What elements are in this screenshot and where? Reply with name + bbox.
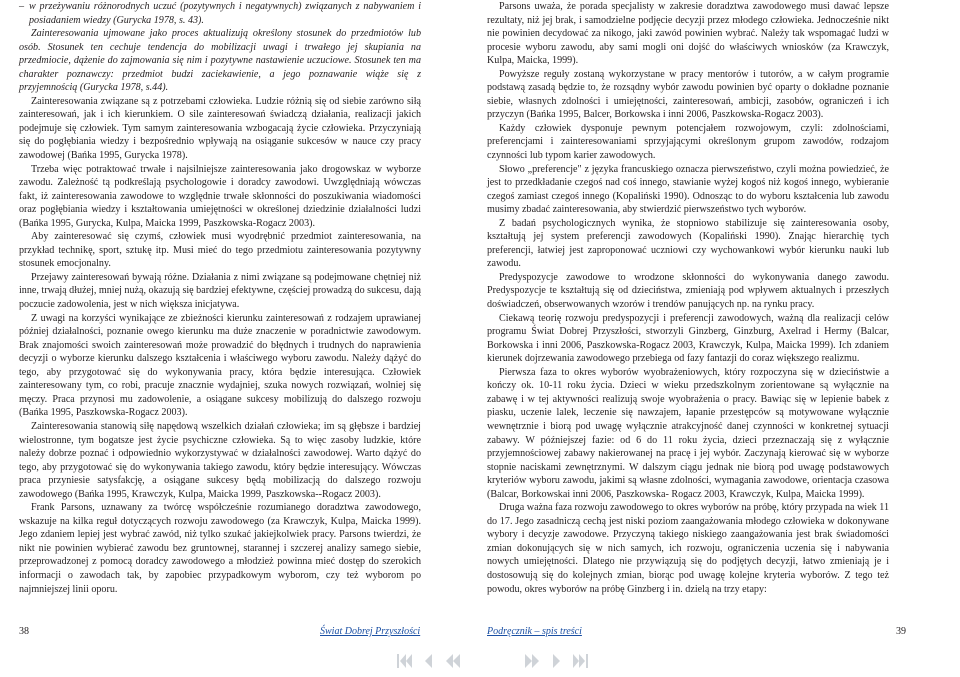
first-page-button[interactable] xyxy=(395,650,415,672)
paragraph: Słowo „preferencje" z języka francuskiego oznacza pierwszeństwo, czyli można powiedzieć, że jest to przedkładanie czegoś nad coś innego, stawianie wyżej kogoś niż kogoś innego, wybieranie czegoś zamiast czegoś innego (Kopaliński 1990). Odnosząc to do wyboru kształcenia lub zawodu musimy zbadać zainteresowania, aby stwierdzić pierwszeństwo tych wyborów. xyxy=(487,163,889,216)
forward-button[interactable] xyxy=(522,650,542,672)
paragraph: Aby zainteresować się czymś, człowiek musi wyodrębnić przedmiot zainteresowania, na przykład technikę, sport, sztukę itp. Musi mieć do tego przedmiotu zainteresowania pozytywny stosunek emocjonalny. xyxy=(19,231,421,270)
paragraph: Zainteresowania stanowią siłę napędową wszelkich działań człowieka; im są głębsze i bardziej wielostronne, tym bogatsze jest życie psychiczne człowieka. Są to więc zasoby ludzkie, które należy dobrze poznać i odpowiednio wykorzystywać w działalności zawodowej. Warto dążyć do tego, aby przygotować się do wykonywania takiego zawodu, który będzie interesujący. Wówczas praca przyniesie satysfakcję, a osiągane sukcesy będą mobilizacją do dalszego rozwoju zawodowego (Bańka 1995, Krawczyk, Kulpa, Maicka 1999, Paszkowska--Rogacz 2003). xyxy=(19,420,421,500)
paragraph: Z uwagi na korzyści wynikające ze zbieżności kierunku zainteresowań z rodzajem uprawianej później działalności, poznanie owego kierunku ma duże znaczenie w poradnictwie zawodowym. Brak znajomości swoich zainteresowań może prowadzić do błędnych i trudnych do naprawienia decyzji o wyborze kierunku dalszego kształcenia i właściwego wyboru zawodu. Należy dążyć do tego, aby przygotować się do wykonywania pracy, która będzie interesująca. Człowiek zainteresowany tym, co robi, pracuje znacznie wydajniej, szuka nowych rozwiązań, wolniej się męczy. Praca przynosi mu zadowolenie, a osiągane sukcesy mobilizują do dalszego rozwoju (Bańka 1995, Paszkowska-Rogacz 2003). xyxy=(19,312,421,419)
previous-page-button[interactable] xyxy=(419,650,439,672)
paragraph: Frank Parsons, uznawany za twórcę współcześnie rozumianego doradztwa zawodowego, wskazuje na kilka reguł dotyczących rozwoju zawodowego (za Krawczyk, Kulpa, Maicka 1999). Jego zdaniem lepiej jest wybrać zawód, niż tylko szukać jakiejkolwiek pracy. Parsons twierdzi, że nikt nie powinien wybierać zawodu bez gruntownej, starannej i szczerej analizy samego siebie, przeprowadzonej z pomocą doradcy zawodowego a młodzież powinna mieć dostęp do szerokich informacji o zawodach tak, by zapobiec przypadkowym wyborom, czy też wyborom po najmniejszej linii oporu. xyxy=(19,502,421,595)
paragraph: Trzeba więc potraktować trwałe i najsilniejsze zainteresowania jako drogowskaz w wyborze zawodu. Zależność tą podkreślają psychologowie i doradcy zawodowi. Uwzględniają wówczas fakt, iż zainteresowania zawodowe to względnie trwałe skłonności do poszukiwania wiadomości oraz pogłębiania wiedzy i kształtowania umiejętności w określonej dziedzinie działalności ludzi (Bańka 1995, Gurycka, Kulpa, Maicka 1999, Paszkowska-Rogacz 2003). xyxy=(19,163,421,229)
paragraph: Zainteresowania związane są z potrzebami człowieka. Ludzie różnią się od siebie zarówno siłą zainteresowań, jak i ich kierunkiem. O sile zainteresowań świadczą działania, realizacji jakich podejmuje się człowiek. Tym samym zainteresowania wzbogacają życie człowieka. Przyczyniają się do pogłębiania wiedzy i bezpośrednio wpływają na osiąganie sukcesów w nauce czy pracy zawodowej (Bańka 1995, Gurycka 1978). xyxy=(19,95,421,162)
last-page-icon xyxy=(571,651,589,671)
nav-controls-right xyxy=(522,650,590,672)
page-number-right: 39 xyxy=(896,626,906,637)
nav-controls-left xyxy=(395,650,463,672)
left-page-text xyxy=(19,0,421,596)
list-dash-marker: – xyxy=(19,1,25,12)
paragraph: Zainteresowania ujmowane jako proces aktualizują określony stosunek do przedmiotów lub osób. Stosunek ten cechuje tendencja do mobilizacji uwagi i trwałego jej skupiania na przedmiocie, dążenie do zajmowania się nim i pozytywne nastawienie uczuciowe. Stosunek ten ma charakter poznawczy: przedmiot budzi zaciekawienie, a jego poznawanie wiąże się z przyjemnością (Gurycka 1978, s.44). xyxy=(19,28,421,94)
paragraph: Ciekawą teorię rozwoju predyspozycji i preferencji zawodowych, ważną dla realizacji celów programu Świat Dobrej Przyszłości, stworzyli Ginzberg, Ginzburg, Axelrad i Hermy (Balcar, Borkowska i inni 2006, Paszkowska-Rogacz 2003, Krawczyk, Kulpa, Maicka 1999). Ich zdaniem kierunek dojrzewania zawodowego przebiega od fazy fantazji do coraz większego realizmu. xyxy=(487,312,889,365)
paragraph: Przejawy zainteresowań bywają różne. Działania z nimi związane są podejmowane chętniej niż inne, trwają dłużej, mniej nużą, okazują się bardziej efektywne, częściej prowadzą do sukcesu, dają poczucie zadowolenia, jest w nich większa inicjatywa. xyxy=(19,271,421,311)
paragraph: Z badań psychologicznych wynika, że stopniowo stabilizuje się zainteresowania osoby, kształtują jej system preferencji zawodowych (Kopaliński 1990). Znając hierarchię tych preferencji, łatwiej jest zaproponować uczniowi czy wychowankowi wybór kierunku nauki lub zawodu. xyxy=(487,217,889,270)
paragraph: Pierwsza faza to okres wyborów wyobrażeniowych, który rozpoczyna się w dzieciństwie a kończy ok. 10-11 roku życia. Dzieci w wieku przedszkolnym zorientowane są wyłącznie na zabawę i w tej aktywności realizują swoje wyobrażenia o pracy. Bawiąc się w lepienie babek z piasku, uczenie lalek, leczenie się nawzajem, łapanie przestępców są motywowane wyłącznie wewnętrznie i biorą pod uwagę wyłącznie atrakcyjność danej czynności w konkretnej sytuacji zabawy. W późniejszej fazie: od 6 do 11 roku życia, dzieci przeznaczają się z wyłącznie przyjemnościowej zabawy nakierowanej na pracę i jej wybór. Zaczynają kierować się w wyborze stopnie naciskami zewnętrznymi. W dalszym ciągu jednak nie biorą pod uwagę podstawowych kryteriów wyboru zawodu, jakimi są własne zdolności, wymagania zawodowe, orientacja czasowa (Balcar, Borkowskai inni 2006, Paszkowska- Rogacz 2003, Krawczyk, Kulpa, Maicka 1999). xyxy=(487,366,889,500)
last-page-button[interactable] xyxy=(570,650,590,672)
next-page-button[interactable] xyxy=(546,650,566,672)
paragraph: Predyspozycje zawodowe to wrodzone skłonności do wykonywania danego zawodu. Predyspozycje te kształtują się od dzieciństwa, zmieniają pod wpływem aktualnych i przeszłych doświadczeń, obserwowanych wzorów i trendów panujących np. na rynku pracy. xyxy=(487,271,889,311)
next-page-icon xyxy=(547,651,565,671)
first-page-icon xyxy=(396,651,414,671)
forward-icon xyxy=(523,651,541,671)
footer-link-contents[interactable]: Podręcznik – spis treści xyxy=(487,626,582,637)
back-button[interactable] xyxy=(443,650,463,672)
paragraph: Parsons uważa, że porada specjalisty w zakresie doradztwa zawodowego musi dawać lepsze rezultaty, niż jej brak, i samodzielne podjęcie decyzji przez młodego człowieka. Jednocześnie nikt nie powinien decydować za nikogo, jaki zawód powinien wybrać. Należy tak wspomagać ludzi w procesie wyboru zawodu, aby sami mogli oni dojść do właściwych wniosków (za Krawczyk, Kulpa, Maicka, 1999). xyxy=(487,1,889,67)
paragraph: Każdy człowiek dysponuje pewnym potencjałem rozwojowym, czyli: zdolnościami, preferencjami i zainteresowaniami sprzyjającymi określonym grupom zawodów, rodzajom czynności lub typom karier zawodowych. xyxy=(487,122,889,162)
right-page-text xyxy=(487,0,889,596)
paragraph xyxy=(19,0,421,27)
paragraph: Powyższe reguły zostaną wykorzystane w pracy mentorów i tutorów, a w całym programie podstawą zasadą będzie to, że rozsądny wybór zawodu powinien być oparty o dokładne poznanie siebie, własnych zdolności i umiejętności, zainteresowań, ambicji, zasobów, ograniczeń i ich przyczyn (Bańka 1995, Balcer, Borkowska i inni 2006, Paszkowska-Rogacz 2003). xyxy=(487,68,889,121)
previous-page-icon xyxy=(420,651,438,671)
footer-link-title[interactable]: Świat Dobrej Przyszłości xyxy=(320,626,421,637)
paragraph-text: w przeżywaniu różnorodnych uczuć (pozytywnych i negatywnych) związanych z nabywaniem i posiadaniem wiedzy (Gurycka 1978, s. 43). xyxy=(29,1,421,26)
paragraph: Druga ważna faza rozwoju zawodowego to okres wyborów na próbę, który przypada na wiek 11 do 17. Jego zasadniczą cechą jest niski poziom zaangażowania młodego człowieka w dokonywane wybory i decyzje zawodowe. Przyczyną takiego niskiego zaangażowania jest brak świadomości zmian dokonujących się w nich samych, ich rozwoju, ograniczenia uczenia się i nabywania nowych umiejętności. Dlatego nie przywiązują się do podjętych decyzji, łatwo zmieniają je i dostosowują się do kolejnych zmian, biorąc pod uwagę kolejne kryteria wyborów. Z tego też powodu, okres wyborów na próbę Ginzberg i in. dzielą na trzy etapy: xyxy=(487,502,889,595)
back-icon xyxy=(444,651,462,671)
page-number-left: 38 xyxy=(19,626,29,637)
